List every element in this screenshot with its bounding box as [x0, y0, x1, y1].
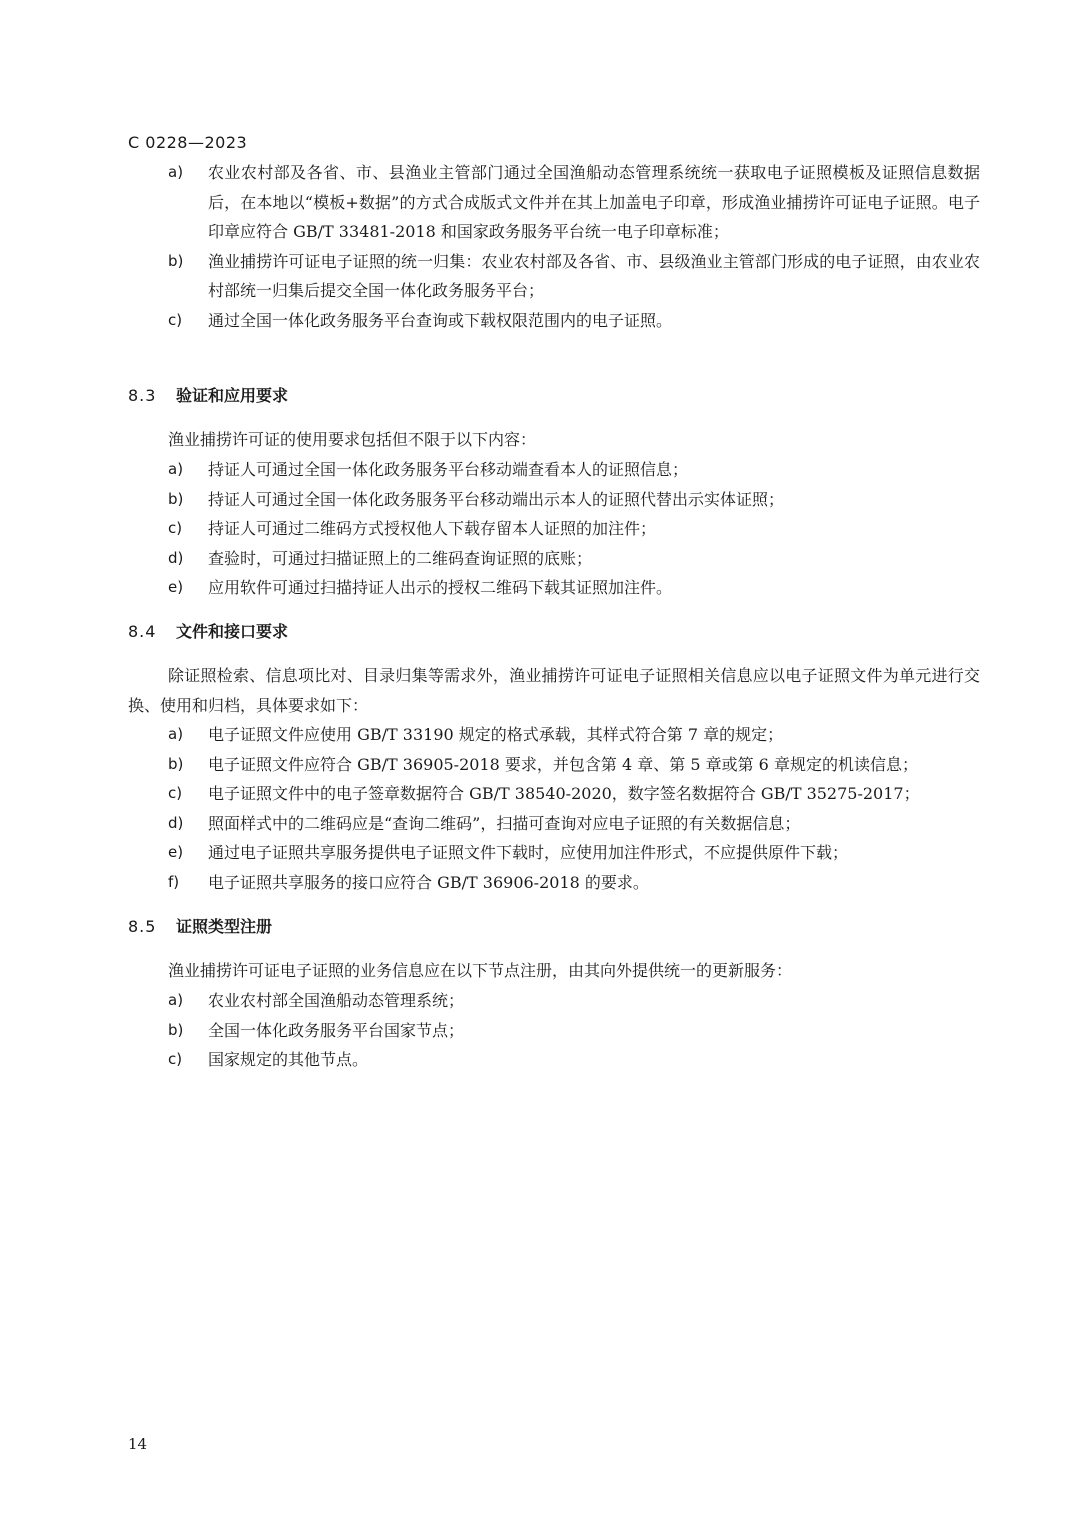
top-list	[128, 158, 980, 335]
list-marker: a)	[168, 725, 184, 743]
list-item-text: 查验时，可通过扫描证照上的二维码查询证照的底账；	[208, 548, 593, 568]
list-item	[128, 514, 980, 544]
section-heading-8-4	[128, 617, 288, 646]
section-number: 8.4	[128, 622, 157, 641]
list-item	[128, 544, 980, 574]
list-item-text: 全国一体化政务服务平台国家节点；	[208, 1020, 465, 1040]
list-marker: a)	[168, 991, 184, 1009]
list-item-text: 国家规定的其他节点。	[208, 1050, 369, 1069]
list-item	[128, 720, 980, 750]
section-intro: 渔业捕捞许可证电子证照的业务信息应在以下节点注册，由其向外提供统一的更新服务：	[168, 961, 793, 980]
list-marker: a)	[168, 460, 184, 478]
list-item-text: 渔业捕捞许可证电子证照的统一归集：农业农村部及各省、市、县级渔业主管部门形成的电子证照，由农业农村部统一归集后提交全国一体化政务服务平台；	[208, 251, 980, 300]
list-item	[128, 838, 980, 868]
list-marker: a)	[168, 163, 184, 181]
list-marker: b)	[168, 251, 184, 270]
list-item-text: 应用软件可通过扫描持证人出示的授权二维码下载其证照加注件。	[208, 578, 673, 597]
section-8-4-list	[128, 720, 980, 897]
list-item	[128, 779, 980, 809]
list-item	[128, 986, 980, 1016]
list-item	[128, 573, 980, 603]
list-item-text: 农业农村部全国渔船动态管理系统；	[208, 991, 465, 1010]
list-item-text: 电子证照共享服务的接口应符合 GB/T 36906-2018 的要求。	[208, 872, 649, 892]
section-heading-8-5	[128, 912, 272, 941]
list-marker: f)	[168, 872, 180, 891]
list-item-text: 持证人可通过二维码方式授权他人下载存留本人证照的加注件；	[208, 519, 657, 538]
section-title: 文件和接口要求	[176, 622, 289, 641]
section-intro: 渔业捕捞许可证的使用要求包括但不限于以下内容：	[168, 430, 537, 449]
list-item	[128, 455, 980, 485]
section-title: 验证和应用要求	[176, 386, 289, 405]
list-marker: d)	[168, 813, 184, 832]
page-number: 14	[128, 1435, 148, 1453]
list-item	[128, 868, 980, 898]
section-title: 证照类型注册	[176, 917, 273, 936]
section-heading-8-3	[128, 381, 288, 410]
list-item	[128, 485, 980, 515]
section-number: 8.3	[128, 386, 157, 405]
list-item-text: 通过全国一体化政务服务平台查询或下载权限范围内的电子证照。	[208, 310, 673, 330]
list-item-text: 持证人可通过全国一体化政务服务平台移动端出示本人的证照代替出示实体证照；	[208, 489, 785, 509]
list-item-text: 电子证照文件应符合 GB/T 36905-2018 要求，并包含第 4 章、第 5 章或第 6 章规定的机读信息；	[208, 754, 918, 774]
list-item	[128, 247, 980, 306]
list-marker: c)	[168, 784, 183, 802]
list-marker: d)	[168, 548, 184, 567]
list-item-text: 照面样式中的二维码应是“查询二维码”，扫描可查询对应电子证照的有关数据信息；	[208, 813, 801, 833]
list-marker: b)	[168, 1020, 184, 1039]
list-marker: b)	[168, 489, 184, 508]
list-marker: c)	[168, 1050, 183, 1068]
section-8-5-list	[128, 986, 980, 1075]
list-item	[128, 306, 980, 336]
list-item	[128, 158, 980, 247]
section-intro: 除证照检索、信息项比对、目录归集等需求外，渔业捕捞许可证电子证照相关信息应以电子证照文件为单元进行交换、使用和归档，具体要求如下：	[128, 666, 980, 715]
list-item	[128, 1045, 980, 1075]
list-item-text: 持证人可通过全国一体化政务服务平台移动端查看本人的证照信息；	[208, 460, 689, 479]
list-item-text: 电子证照文件应使用 GB/T 33190 规定的格式承载，其样式符合第 7 章的规定；	[208, 725, 784, 744]
list-marker: e)	[168, 578, 184, 596]
standard-code: C 0228—2023	[128, 133, 248, 152]
list-marker: e)	[168, 843, 184, 861]
list-item-text: 农业农村部及各省、市、县渔业主管部门通过全国渔船动态管理系统统一获取电子证照模板及证照信息数据后，在本地以“模板+数据”的方式合成版式文件并在其上加盖电子印章，形成渔业捕捞许可证电子证照。电子印章应符合 GB/T 33481-2018 和国家政务服务平台统一电子印章标准；	[208, 163, 980, 241]
list-item-text: 通过电子证照共享服务提供电子证照文件下载时，应使用加注件形式，不应提供原件下载；	[208, 843, 849, 862]
list-item	[128, 1016, 980, 1046]
list-item-text: 电子证照文件中的电子签章数据符合 GB/T 38540-2020，数字签名数据符合 GB/T 35275-2017；	[208, 784, 920, 803]
list-marker: c)	[168, 519, 183, 537]
list-item	[128, 809, 980, 839]
section-8-3-list	[128, 455, 980, 603]
list-marker: c)	[168, 310, 183, 329]
section-number: 8.5	[128, 917, 157, 936]
list-item	[128, 750, 980, 780]
list-marker: b)	[168, 754, 184, 773]
